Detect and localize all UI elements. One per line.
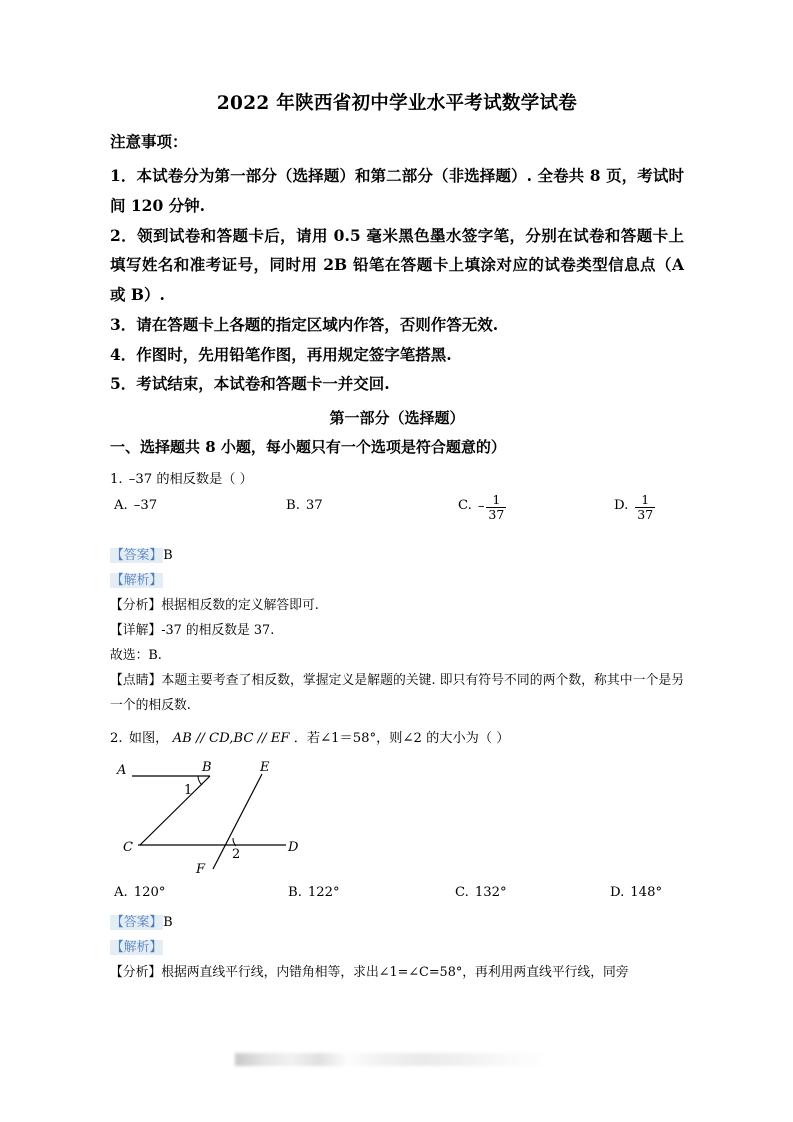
option-2-d-label: D. <box>610 885 625 901</box>
answer-tag: 【答案】 <box>111 548 163 564</box>
insight-text: 本题主要考查了相反数，掌握定义是解题的关键. 即只有符号不同的两个数，称其中一个是另一个的相反数. <box>110 673 685 713</box>
question-2-math: AB // CD,BC // EF <box>172 730 290 746</box>
analysis-label: 【分析】 <box>110 965 162 981</box>
question-1-analysis-line-4 <box>110 669 684 719</box>
option-2-a[interactable] <box>114 885 165 900</box>
question-2-text <box>110 727 684 751</box>
answer-tag: 【答案】 <box>111 915 163 931</box>
question-1-body: –37 的相反数是（ ） <box>128 471 253 487</box>
parallel-lines-svg <box>110 757 370 879</box>
option-2-d-value: 148° <box>630 885 663 901</box>
question-1-number: 1. <box>110 471 123 487</box>
angle-arc-1 <box>198 776 202 785</box>
line-bc <box>140 776 210 845</box>
question-1-options <box>110 492 684 544</box>
label-a: A <box>117 763 127 779</box>
option-1-d-label: D. <box>614 498 629 514</box>
option-2-b[interactable] <box>288 885 340 900</box>
label-f: F <box>196 862 206 878</box>
document-content <box>110 92 684 986</box>
option-1-c-fraction <box>486 493 506 522</box>
option-1-a-value: –37 <box>133 498 158 514</box>
question-2-answer-value: B <box>163 915 173 931</box>
option-1-c-numerator: 1 <box>492 492 501 508</box>
question-1-analysis-line-3 <box>110 644 684 669</box>
label-angle-1: 1 <box>184 783 193 799</box>
label-b: B <box>202 760 212 776</box>
option-1-a[interactable] <box>114 498 157 513</box>
option-1-c[interactable] <box>458 492 507 524</box>
option-1-b-label: B. <box>286 498 300 514</box>
question-2-number: 2. <box>110 730 123 746</box>
option-1-c-label: C. <box>458 498 472 514</box>
question-2-prefix: 如图， <box>128 730 169 746</box>
option-2-a-label: A. <box>114 885 128 901</box>
page-title: 2022 年陕西省初中学业水平考试数学试卷 <box>216 93 578 114</box>
option-1-b-value: 37 <box>305 498 323 514</box>
watermark-band <box>235 1053 547 1066</box>
question-1-answer-value: B <box>163 548 173 564</box>
notice-item-4: 4．作图时，先用铅笔作图，再用规定签字笔搭黑. <box>110 344 452 364</box>
option-2-c-value: 132° <box>474 885 507 901</box>
analysis-label: 【分析】 <box>110 598 162 614</box>
notice-item-2: 2．领到试卷和答题卡后，请用 0.5 毫米黑色墨水签字笔，分别在试卷和答题卡上填写姓名和准考证号，同时用 2B 铅笔在答题卡上填涂对应的试卷类型信息点（A 或 B）. <box>110 225 684 305</box>
question-2-mid: ．若∠1＝58°，则∠2 的大小为（ ） <box>293 730 510 746</box>
option-1-c-sign: – <box>477 499 485 515</box>
option-1-b[interactable] <box>286 498 323 513</box>
question-1-answer <box>110 544 684 569</box>
option-1-a-label: A. <box>114 498 128 514</box>
analysis-tag: 【解析】 <box>111 940 163 956</box>
choose-text: 故选：B. <box>110 648 162 664</box>
question-1-analysis-line-2 <box>110 619 684 644</box>
option-1-d-denominator: 37 <box>637 507 654 523</box>
option-1-d[interactable] <box>614 492 656 524</box>
notice-item-1: 1．本试卷分为第一部分（选择题）和第二部分（非选择题）. 全卷共 8 页，考试时间 120 分钟. <box>110 166 684 215</box>
question-1-analysis-line-1 <box>110 594 684 619</box>
insight-label: 【点睛】 <box>110 673 162 688</box>
option-2-a-value: 120° <box>133 885 166 901</box>
detail-label: 【详解】 <box>110 623 162 639</box>
section-header: 一、选择题共 8 小题，每小题只有一个选项是符合题意的） <box>110 437 506 456</box>
notice-item-3: 3．请在答题卡上各题的指定区域内作答，否则作答无效. <box>110 314 499 334</box>
analysis-text: 根据两直线平行线，内错角相等，求出∠1=∠C=58°，再利用两直线平行线，同旁 <box>161 965 629 981</box>
option-2-b-value: 122° <box>307 885 340 901</box>
part-header: 第一部分（选择题） <box>329 409 465 428</box>
question-2-options <box>110 885 684 911</box>
notice-item-5: 5．考试结束，本试卷和答题卡一并交回. <box>110 374 390 394</box>
label-angle-2: 2 <box>232 847 241 863</box>
option-1-d-fraction <box>635 493 655 522</box>
analysis-tag: 【解析】 <box>111 573 163 589</box>
detail-text: -37 的相反数是 37. <box>161 623 275 639</box>
option-2-b-label: B. <box>288 885 302 901</box>
option-2-d[interactable] <box>610 885 662 900</box>
option-2-c[interactable] <box>455 885 507 900</box>
notice-heading: 注意事项： <box>110 132 188 152</box>
option-1-c-denominator: 37 <box>488 507 505 523</box>
question-1-text <box>110 468 684 492</box>
analysis-text: 根据相反数的定义解答即可. <box>161 598 319 614</box>
label-d: D <box>288 840 299 856</box>
option-2-c-label: C. <box>455 885 469 901</box>
question-2-analysis-line-1 <box>110 961 684 986</box>
parallel-lines-diagram <box>110 757 684 879</box>
question-1-analysis-tag-line <box>110 569 684 594</box>
label-e: E <box>260 760 270 776</box>
label-c: C <box>123 840 133 856</box>
question-2-analysis-tag-line <box>110 936 684 961</box>
question-2-answer <box>110 911 684 936</box>
option-1-d-numerator: 1 <box>641 492 650 508</box>
